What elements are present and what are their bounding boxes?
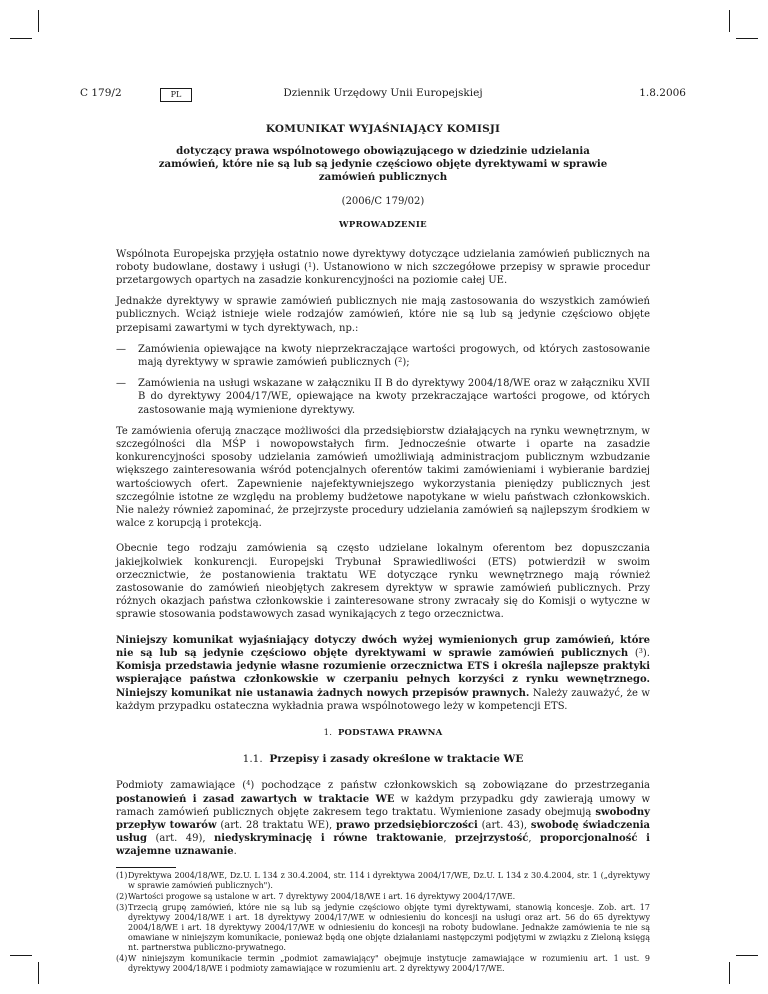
section-heading-1: 1. PODSTAWA PRAWNA xyxy=(323,727,443,738)
paragraph: Podmioty zamawiające ($^4$) pochodzące z państw członkowskich są zobowiązane do przestrzegania postanowień i zasad zawartych w traktacie WE w każdym przypadku gdy zawierają umowy w ramach zamówień publicznych objęte zakresem tego traktatu. Wymienione zasady obejmują swobodny przepływ towarów (art. 28 traktatu WE), prawo przedsiębiorczości (art. 43), swobodę świadczenia usług (art. 49), niedyskryminację i równe traktowanie, przejrzystość, proporcjonalność i wzajemne uznawanie. xyxy=(116,779,651,858)
issue-date: 1.8.2006 xyxy=(639,87,686,99)
footnote: (4) W niniejszym komunikacie termin „podmiot zamawiający" obejmuje instytucje zamawiające w rozumieniu art. 1 ust. 9 dyrektywy 2004/18/WE i podmioty zamawiające w rozumieniu art. 2 dyrektywy 2004/17/WE. xyxy=(116,953,650,973)
crop-mark xyxy=(729,10,730,32)
crop-mark xyxy=(729,962,730,984)
paragraph: Obecnie tego rodzaju zamówienia są często udzielane lokalnym oferentom bez dopuszczania jakiejkolwiek konkurencji. Europejski Trybunał Sprawiedliwości (ETS) potwierdził w swoim orzecznictwie, że postanowienia traktatu WE dotyczące rynku wewnętrznego mają również zastosowanie do zamówień nieobjętych zakresem dyrektyw w sprawie zamówień publicznych. Przy różnych okazjach państwa członkowskie i zainteresowane strony zwracały się do Komisji o wytyczne w sprawie stosowania podstawowych zasad wynikających z tego orzecznictwa. xyxy=(116,543,650,621)
paragraph: Jednakże dyrektywy w sprawie zamówień publicznych nie mają zastosowania do wszystkich zamówień publicznych. Wciąż istnieje wiele rodzajów zamówień, które nie są lub są jedynie częściowo objęte przepisami zawartymi w tych dyrektywach, np.: xyxy=(116,296,650,334)
crop-mark xyxy=(736,955,758,956)
paragraph: Te zamówienia oferują znaczące możliwości dla przedsiębiorstw działających na rynku wewnętrznym, w szczególności dla MŚP i nowopowstałych firm. Jednocześnie otwarte i oparte na zasadzie konkurencyjności sposoby udzielania zamówień umożliwiają administracjom publicznym wzbudzanie większego zainteresowania wśród potencjalnych oferentów takimi zamówieniami i wybieranie bardziej wartościowych ofert. Zapewnienie najefektywniejszego wykorzystania pieniędzy publicznych jest szczególnie istotne ze względu na problemy budżetowe napotykane w wielu państwach członkowskich. Nie należy również zapominać, że przejrzyste procedury udzielania zamówień są najlepszym środkiem w walce z korupcją i protekcją. xyxy=(116,425,650,530)
journal-title: Dziennik Urzędowy Unii Europejskiej xyxy=(283,87,483,99)
crop-mark xyxy=(736,38,758,39)
footnote-divider xyxy=(116,867,176,868)
section-heading-intro: WPROWADZENIE xyxy=(339,220,427,231)
document-body xyxy=(116,123,650,975)
paragraph: Wspólnota Europejska przyjęła ostatnio nowe dyrektywy dotyczące udzielania zamówień publicznych na roboty budowlane, dostawy i usługi ($^1$). Ustanowiono w nich szczegółowe przepisy w sprawie procedur przetargowych opartych na zasadzie konkurencyjności na poziomie całej UE. xyxy=(116,248,650,287)
footnote-ref: 3 xyxy=(638,646,643,655)
list-item-text: Zamówienia opiewające na kwoty nieprzekraczające wartości progowych, od których zastosowanie mają dyrektywy w sprawie zamówień publicznych ($^2$); xyxy=(138,343,650,369)
issue-reference: C 179/2 xyxy=(80,87,122,99)
crop-mark xyxy=(10,38,32,39)
language-badge: PL xyxy=(160,88,192,102)
footnote: (3) Trzecią grupę zamówień, które nie są lub są jedynie częściowo objęte tymi dyrektywami, stanowią koncesje. Zob. art. 17 dyrektywy 2004/18/WE i art. 18 dyrektywy 2004/17/WE w odniesieniu do koncesji na usługi oraz art. 56 do 65 dyrektywy 2004/18/WE i art. 18 dyrektywy 2004/17/WE w odniesieniu do koncesji na roboty budowlane. Jednakże zamówienia te nie są omawiane w niniejszym komunikacie, ponieważ będą one objęte działaniami następczymi podjętymi w związku z Zieloną księgą nt. partnerstwa publiczno-prywatnego. xyxy=(116,902,650,952)
list-item xyxy=(116,377,650,417)
footnote-ref: 4 xyxy=(246,779,251,788)
document-title: KOMUNIKAT WYJAŚNIAJĄCY KOMISJI xyxy=(265,123,501,135)
document-subtitle: dotyczący prawa wspólnotowego obowiązującego w dziedzinie udzielania zamówień, które nie są lub są jedynie częściowo objęte dyrektywami w sprawie zamówień publicznych xyxy=(158,145,608,184)
page-header xyxy=(80,87,686,105)
document-reference: (2006/C 179/02) xyxy=(341,196,425,208)
crop-mark xyxy=(10,955,32,956)
paragraph: Niniejszy komunikat wyjaśniający dotyczy dwóch wyżej wymienionych grup zamówień, które nie są lub są jedynie częściowo objęte dyrektywami w sprawie zamówień publicznych ($^3$). Komisja przedstawia jedynie własne rozumienie orzecznictwa ETS i określa najlepsze praktyki wspierające państwa członkowskie w czerpaniu pełnych korzyści z rynku wewnętrznego. Niniejszy komunikat nie ustanawia żadnych nowych przepisów prawnych. Należy zauważyć, że w każdym przypadku ostateczna wykładnia prawa wspólnotowego leży w kompetencji ETS. xyxy=(116,634,650,712)
dash-bullet: — xyxy=(116,343,126,355)
footnote-ref: 1 xyxy=(307,260,313,269)
footnote: (2) Wartości progowe są ustalone w art. 7 dyrektywy 2004/18/WE i art. 16 dyrektywy 2004/17/WE. xyxy=(116,891,516,901)
list-item xyxy=(116,343,650,369)
footnote-ref: 2 xyxy=(398,356,403,365)
crop-mark xyxy=(38,10,39,32)
crop-mark xyxy=(38,962,39,984)
footnote: (1) Dyrektywa 2004/18/WE, Dz.U. L 134 z 30.4.2004, str. 114 i dyrektywa 2004/17/WE, Dz.U. L 134 z 30.4.2004, str. 1 („dyrektywy w sprawie zamówień publicznych"). xyxy=(116,870,650,890)
list-item-text: Zamówienia na usługi wskazane w załączniku II B do dyrektywy 2004/18/WE oraz w załączniku XVII B do dyrektywy 2004/17/WE, opiewające na kwoty przekraczające wartości progowe, od których zastosowanie mają wymienione dyrektywy. xyxy=(138,378,650,416)
section-heading-1-1: 1.1. Przepisy i zasady określone w traktacie WE xyxy=(242,753,524,766)
dash-bullet: — xyxy=(116,378,126,390)
